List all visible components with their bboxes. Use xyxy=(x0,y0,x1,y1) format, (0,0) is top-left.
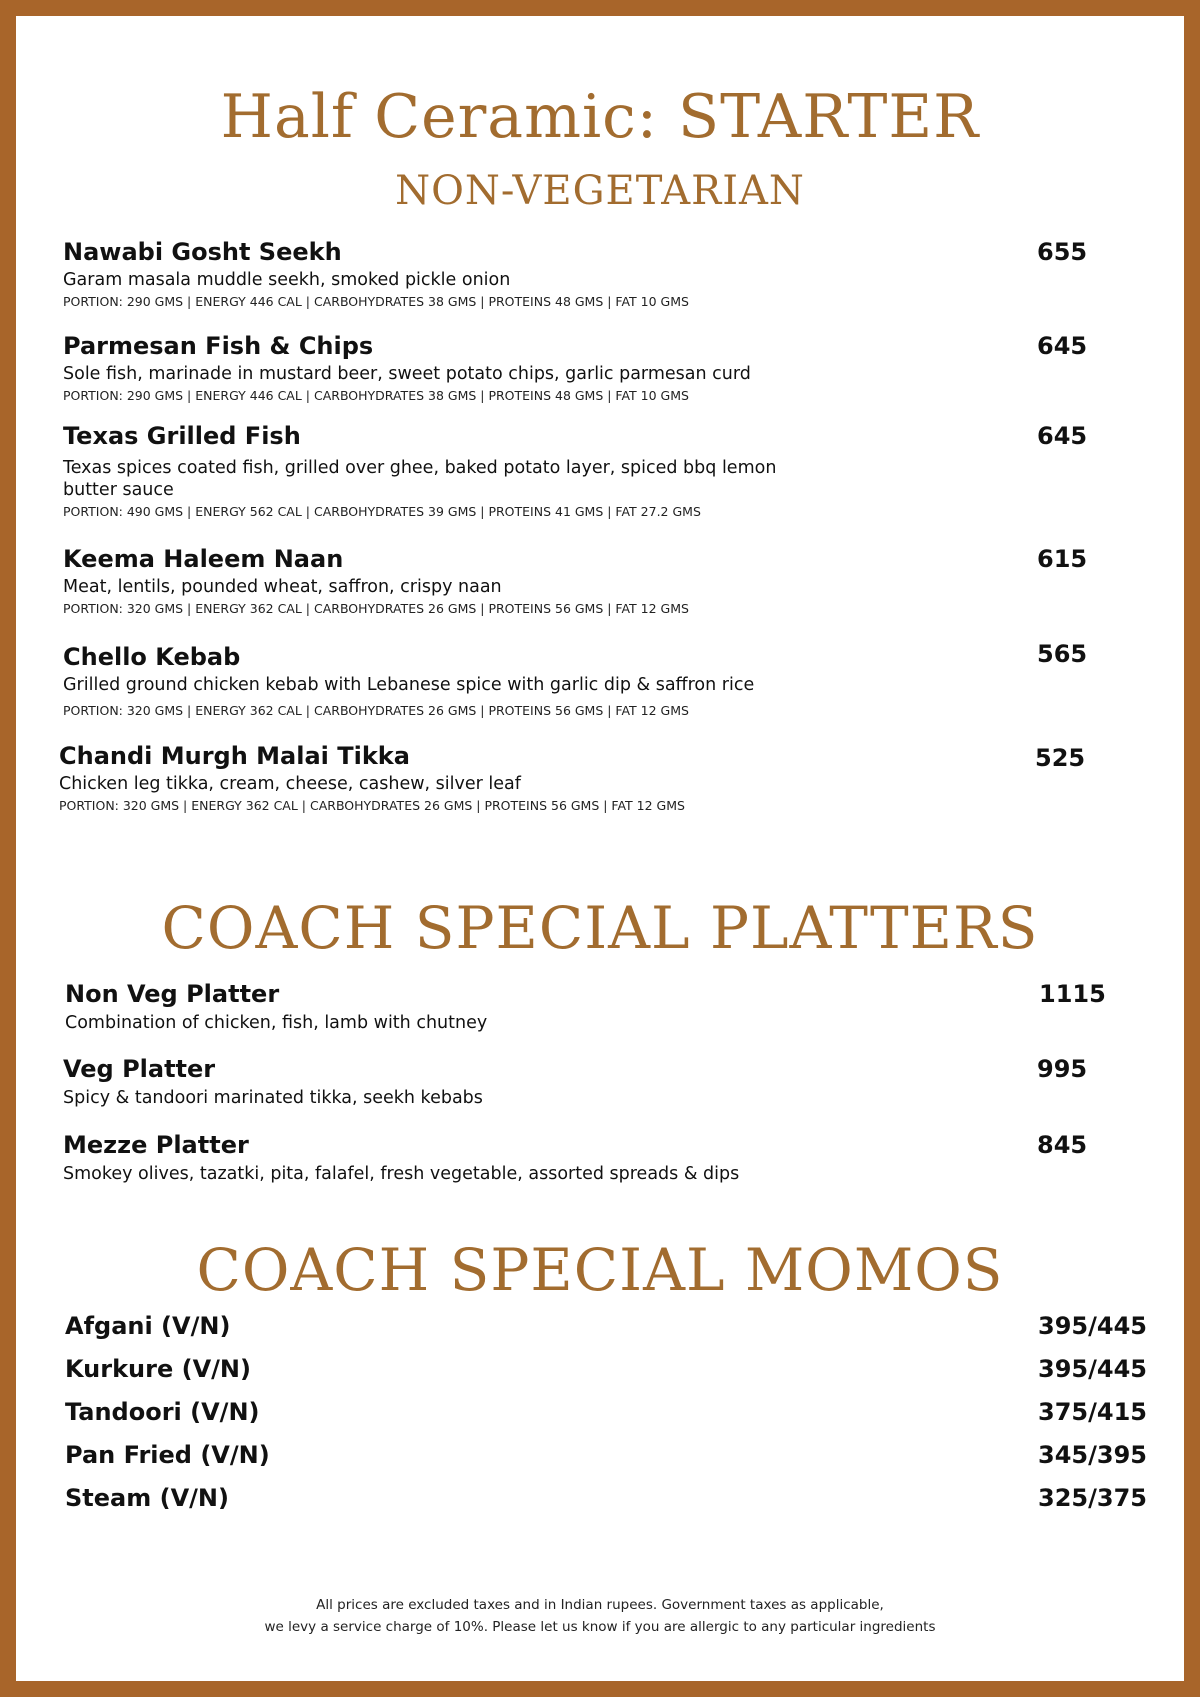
item-price: 845 xyxy=(1037,1131,1088,1159)
item-name: Veg Platter xyxy=(63,1055,216,1083)
item-description: Combination of chicken, fish, lamb with chutney xyxy=(65,1013,488,1033)
item-name: Non Veg Platter xyxy=(65,980,280,1008)
menu-page xyxy=(16,16,1184,1681)
item-name: Mezze Platter xyxy=(63,1131,249,1159)
item-price: 645 xyxy=(1037,332,1088,360)
item-price: 645 xyxy=(1037,422,1088,450)
item-nutrition: PORTION: 320 GMS | ENERGY 362 CAL | CARBOHYDRATES 26 GMS | PROTEINS 56 GMS | FAT 12 GMS xyxy=(59,798,685,813)
item-description: Spicy & tandoori marinated tikka, seekh kebabs xyxy=(63,1088,483,1108)
item-price: 395/445 xyxy=(1038,1355,1147,1383)
item-description: Grilled ground chicken kebab with Lebanese spice with garlic dip & saffron rice xyxy=(63,675,755,695)
item-price: 995 xyxy=(1037,1055,1088,1083)
footer-line: we levy a service charge of 10%. Please let us know if you are allergic to any particular ingredients xyxy=(264,1619,936,1635)
item-price: 395/445 xyxy=(1038,1312,1147,1340)
item-nutrition: PORTION: 490 GMS | ENERGY 562 CAL | CARBOHYDRATES 39 GMS | PROTEINS 41 GMS | FAT 27.2 GMS xyxy=(63,504,701,519)
item-nutrition: PORTION: 320 GMS | ENERGY 362 CAL | CARBOHYDRATES 26 GMS | PROTEINS 56 GMS | FAT 12 GMS xyxy=(63,601,689,616)
footer-note xyxy=(16,1594,1184,1638)
section-subtitle: NON-VEGETARIAN xyxy=(395,168,805,214)
platters-heading: COACH SPECIAL PLATTERS xyxy=(161,894,1039,962)
item-description: Sole fish, marinade in mustard beer, sweet potato chips, garlic parmesan curd xyxy=(63,364,751,384)
item-name: Pan Fried (V/N) xyxy=(65,1441,270,1469)
item-name: Nawabi Gosht Seekh xyxy=(63,238,342,266)
item-price: 1115 xyxy=(1039,980,1106,1008)
page-title: Half Ceramic: STARTER xyxy=(220,82,980,152)
item-description: Smokey olives, tazatki, pita, falafel, fresh vegetable, assorted spreads & dips xyxy=(63,1164,740,1184)
item-price: 655 xyxy=(1037,238,1088,266)
footer-line: All prices are excluded taxes and in Indian rupees. Government taxes as applicable, xyxy=(316,1597,884,1613)
item-name: Texas Grilled Fish xyxy=(63,422,301,450)
item-name: Steam (V/N) xyxy=(65,1484,229,1512)
item-description: Texas spices coated fish, grilled over ghee, baked potato layer, spiced bbq lemon butter sauce xyxy=(63,458,777,500)
item-nutrition: PORTION: 320 GMS | ENERGY 362 CAL | CARBOHYDRATES 26 GMS | PROTEINS 56 GMS | FAT 12 GMS xyxy=(63,703,689,718)
item-name: Chello Kebab xyxy=(63,643,241,671)
item-price: 375/415 xyxy=(1038,1398,1147,1426)
item-nutrition: PORTION: 290 GMS | ENERGY 446 CAL | CARBOHYDRATES 38 GMS | PROTEINS 48 GMS | FAT 10 GMS xyxy=(63,388,689,403)
item-price: 325/375 xyxy=(1038,1484,1147,1512)
momos-heading: COACH SPECIAL MOMOS xyxy=(196,1236,1004,1304)
item-price: 345/395 xyxy=(1038,1441,1147,1469)
item-name: Chandi Murgh Malai Tikka xyxy=(59,742,410,770)
item-name: Kurkure (V/N) xyxy=(65,1355,251,1383)
item-name: Parmesan Fish & Chips xyxy=(63,332,374,360)
item-price: 565 xyxy=(1037,640,1088,668)
item-description: Meat, lentils, pounded wheat, saffron, crispy naan xyxy=(63,577,502,597)
item-description: Chicken leg tikka, cream, cheese, cashew, silver leaf xyxy=(59,774,521,794)
item-name: Tandoori (V/N) xyxy=(65,1398,260,1426)
item-nutrition: PORTION: 290 GMS | ENERGY 446 CAL | CARBOHYDRATES 38 GMS | PROTEINS 48 GMS | FAT 10 GMS xyxy=(63,294,689,309)
item-price: 615 xyxy=(1037,545,1088,573)
item-name: Keema Haleem Naan xyxy=(63,545,344,573)
item-description: Garam masala muddle seekh, smoked pickle onion xyxy=(63,270,511,290)
item-name: Afgani (V/N) xyxy=(65,1312,231,1340)
item-price: 525 xyxy=(1035,744,1086,772)
